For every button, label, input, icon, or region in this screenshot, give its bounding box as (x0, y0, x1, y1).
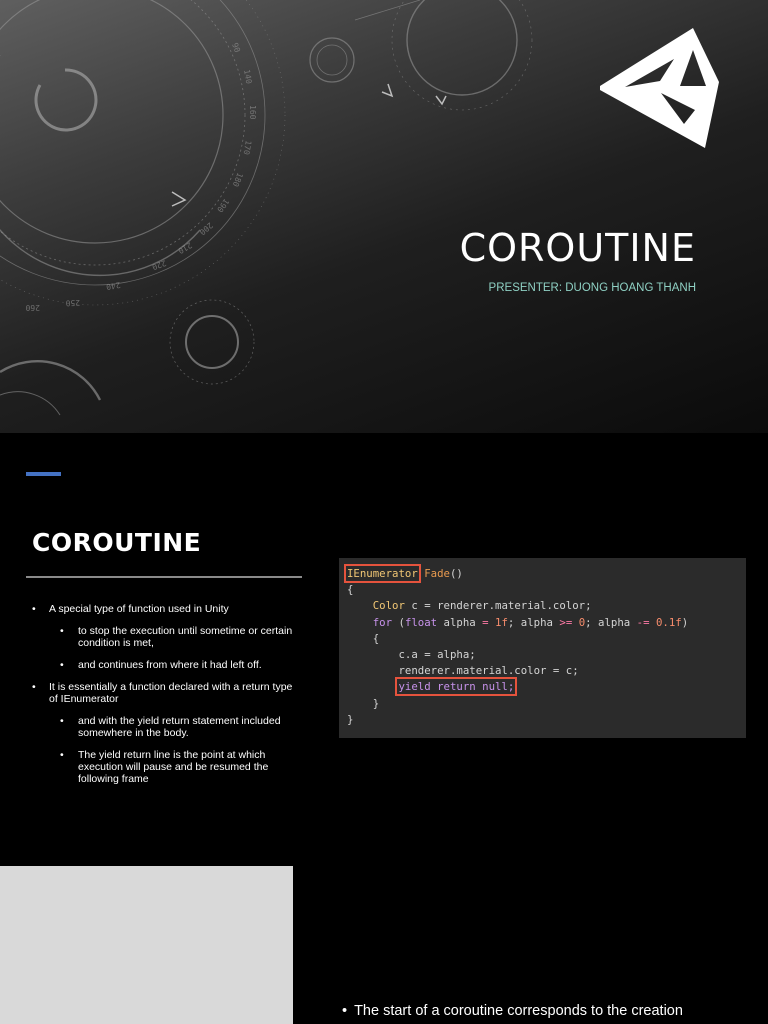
sub-bullet-item: • and with the yield return statement included somewhere in the body. (30, 715, 302, 739)
sub-bullet-item: • and continues from where it had left off. (30, 659, 302, 671)
definition-slide (0, 433, 768, 866)
dial-number: 170 (241, 139, 253, 156)
code-token: () (449, 567, 463, 580)
code-token: } (347, 712, 354, 726)
dial-number: 240 (105, 280, 122, 292)
bullet-list (30, 603, 302, 795)
code-token: { (372, 631, 380, 645)
code-token: float (404, 615, 438, 629)
code-token: c = renderer.material.color; (404, 599, 592, 613)
code-token: ) (681, 615, 689, 629)
dial-number: 200 (197, 220, 215, 237)
next-slide (0, 866, 768, 1024)
unity-logo (598, 26, 720, 150)
dial-number: 210 (176, 240, 194, 256)
dial-number: 90 (230, 41, 242, 54)
code-token: -= (636, 615, 650, 629)
presentation-title: COROUTINE (459, 226, 696, 270)
bullet-item: • It is essentially a function declared with a return type of IEnumerator (30, 681, 302, 705)
code-token: 0 (578, 615, 586, 629)
code-line: renderer.material.color = c; (398, 664, 579, 678)
code-token: ; alpha (507, 615, 560, 629)
dial-number: 160 (248, 105, 257, 120)
function-name: Fade (424, 567, 450, 580)
code-token: for (372, 615, 393, 629)
bullet-item: • The start of a coroutine corresponds to the creation (342, 1001, 742, 1021)
code-token: { (347, 583, 354, 597)
code-token: 1f (495, 615, 508, 629)
dial-number: 250 (65, 298, 81, 308)
code-token: 0.1f (655, 615, 682, 629)
dial-number: 180 (230, 171, 245, 189)
sub-bullet-item: • The yield return line is the point at which execution will pause and be resumed the following frame (30, 749, 302, 785)
code-line: c.a = alpha; (398, 648, 476, 662)
dial-number: 140 (242, 68, 254, 85)
image-placeholder (0, 866, 293, 1024)
return-type-highlight: IEnumerator (347, 567, 418, 580)
accent-bar (26, 472, 61, 476)
yield-statement-highlight: yield return null; (398, 680, 515, 694)
dial-number: 260 (25, 303, 40, 312)
code-token: alpha (437, 615, 483, 629)
title-underline (26, 576, 302, 578)
dial-number: 220 (150, 258, 168, 272)
sub-bullet-item: • to stop the execution until sometime or certain condition is met, (30, 625, 302, 649)
code-token: = (482, 615, 489, 629)
presenter-name: PRESENTER: DUONG HOANG THANH (488, 282, 696, 294)
title-slide (0, 0, 768, 433)
code-token: } (372, 696, 380, 710)
code-token: ; alpha (585, 615, 637, 629)
dial-number: 190 (215, 196, 231, 214)
slide-title: COROUTINE (32, 528, 202, 557)
bullet-item: • A special type of function used in Unity (30, 603, 302, 615)
code-token: >= (559, 615, 573, 629)
code-snippet: IEnumerator Fade() { Color c = renderer.material.color; for (float alpha = 1f; alpha >= 0; alpha -= 0.1f) { c.a = alpha; renderer.material.color = c; yield return null; } } (339, 558, 746, 738)
code-token: Color (372, 599, 405, 613)
